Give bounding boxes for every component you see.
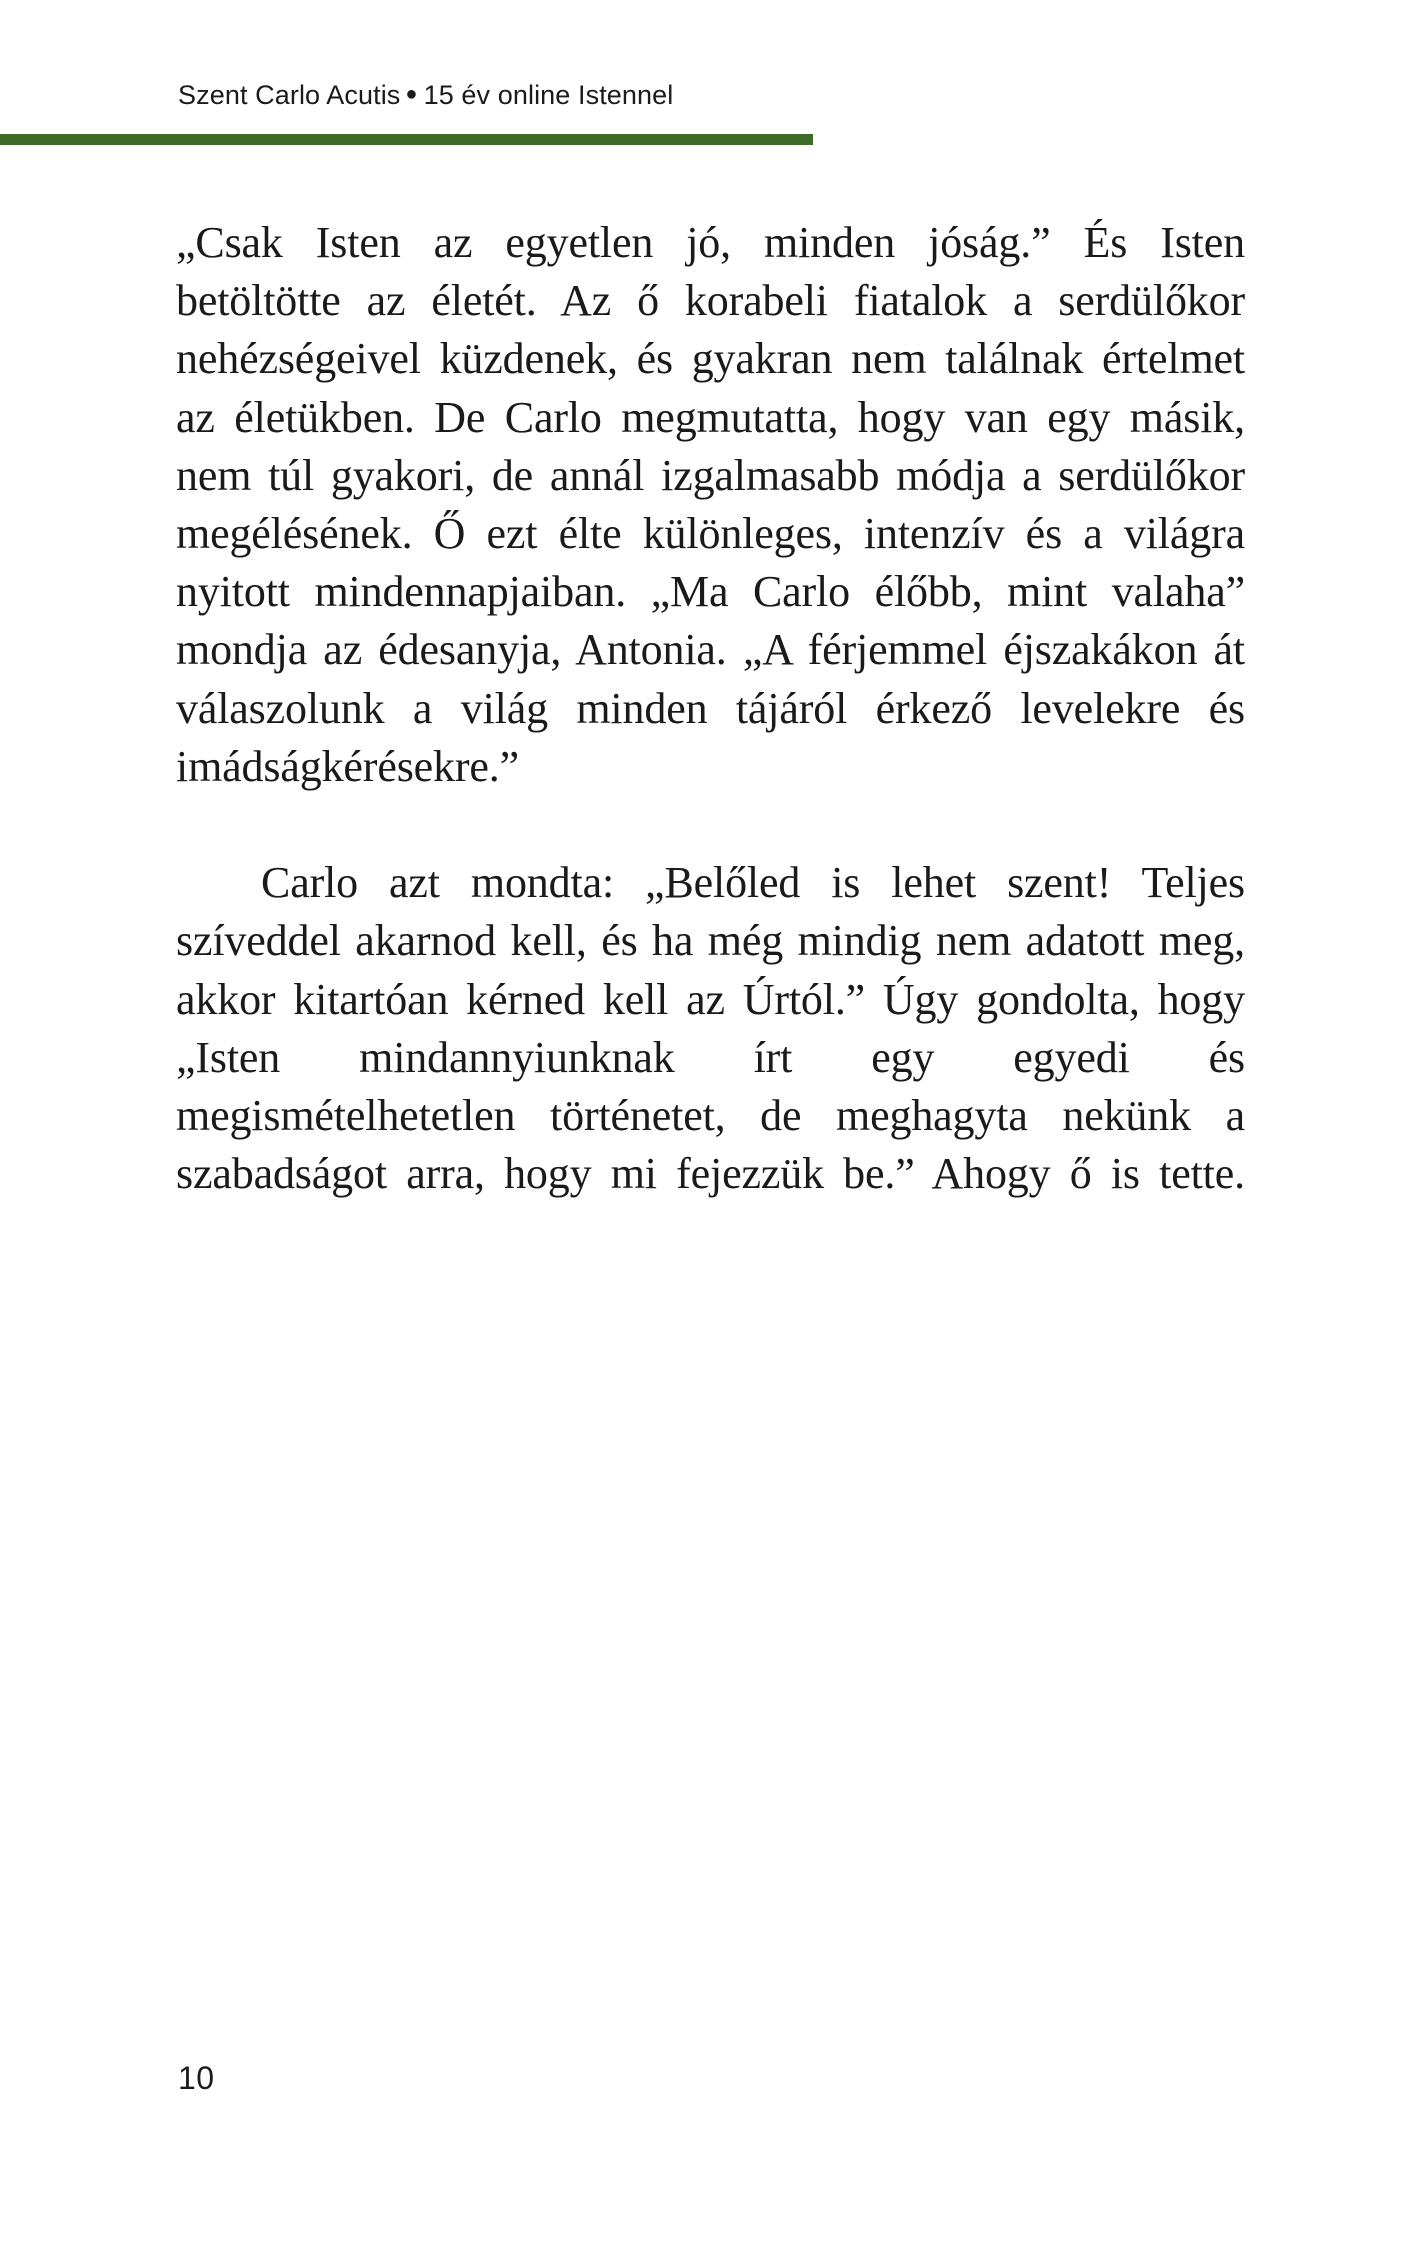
body-text-block (176, 214, 1245, 1262)
paragraph-2: Carlo azt mondta: „Belőled is lehet szent! Teljes szíveddel akarnod kell, és ha még mindig nem adatott meg, akkor kitartóan kérned kell az Úrtól.” Úgy gondolta, hogy „Isten mindannyiunknak írt egy egyedi és megismételhetetlen történetet, de meghagyta nekünk a szabadságot arra, hogy mi fejezzük be.” Ahogy ő is tette. (176, 858, 1245, 1199)
page-number: 10 (178, 2060, 215, 2096)
paragraph-1: „Csak Isten az egyetlen jó, minden jóság.” És Isten betöltötte az életét. Az ő korabeli fiatalok a serdülőkor nehézségeivel küzdenek, és gyakran nem találnak értelmet az életükben. De Carlo megmutatta, hogy van egy másik, nem túl gyakori, de annál izgalmasabb módja a serdülőkor megélésének. Ő ezt élte különleges, intenzív és a világra nyitott mindennapjaiban. „Ma Carlo élőbb, mint valaha” mondja az édesanyja, Antonia. „A férjemmel éjszakákon át válaszolunk a világ minden tájáról érkező levelekre és imádságkérésekre.” (176, 218, 1245, 791)
running-header (178, 80, 673, 111)
bullet-separator-icon: ● (405, 83, 418, 105)
header-rule-divider (0, 134, 813, 145)
running-header-book-title: Szent Carlo Acutis (178, 80, 401, 110)
running-header-subtitle: 15 év online Istennel (423, 80, 674, 110)
